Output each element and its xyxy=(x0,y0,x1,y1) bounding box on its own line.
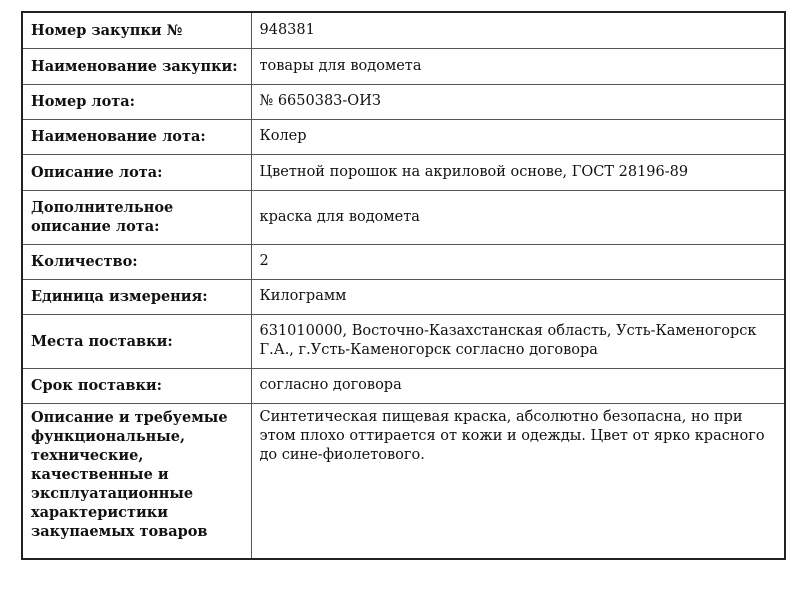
table-row xyxy=(22,403,785,559)
delivery-places-value: 631010000, Восточно-Казахстанская область, Усть-Каменогорск Г.А., г.Усть-Каменогорск согласно договора xyxy=(251,314,785,368)
purchase-number-value: 948381 xyxy=(251,12,785,48)
table-row xyxy=(22,190,785,244)
delivery-term-value: согласно договора xyxy=(251,368,785,403)
purchase-number-label: Номер закупки № xyxy=(22,12,251,48)
characteristics-value: Синтетическая пищевая краска, абсолютно безопасна, но при этом плохо оттирается от кожи и одежды. Цвет от ярко красного до сине-фиолетового. xyxy=(251,403,785,559)
delivery-term-label: Срок поставки: xyxy=(22,368,251,403)
table-row xyxy=(22,84,785,119)
table-row xyxy=(22,314,785,368)
table-row xyxy=(22,119,785,154)
table-row xyxy=(22,12,785,48)
additional-description-value: краска для водомета xyxy=(251,190,785,244)
delivery-places-label: Места поставки: xyxy=(22,314,251,368)
unit-label: Единица измерения: xyxy=(22,279,251,314)
lot-number-label: Номер лота: xyxy=(22,84,251,119)
purchase-name-value: товары для водомета xyxy=(251,48,785,84)
table-row xyxy=(22,279,785,314)
lot-description-value: Цветной порошок на акриловой основе, ГОСТ 28196-89 xyxy=(251,154,785,190)
table-row xyxy=(22,154,785,190)
lot-name-value: Колер xyxy=(251,119,785,154)
table-row xyxy=(22,368,785,403)
unit-value: Килограмм xyxy=(251,279,785,314)
purchase-name-label: Наименование закупки: xyxy=(22,48,251,84)
table-row xyxy=(22,244,785,279)
additional-description-label: Дополнительное описание лота: xyxy=(22,190,251,244)
table-row xyxy=(22,48,785,84)
characteristics-label: Описание и требуемые функциональные, технические, качественные и эксплуатационные характеристики закупаемых товаров xyxy=(22,403,251,559)
procurement-info-table xyxy=(21,11,786,560)
quantity-value: 2 xyxy=(251,244,785,279)
lot-number-value: № 6650383-ОИЗ xyxy=(251,84,785,119)
lot-name-label: Наименование лота: xyxy=(22,119,251,154)
lot-description-label: Описание лота: xyxy=(22,154,251,190)
quantity-label: Количество: xyxy=(22,244,251,279)
